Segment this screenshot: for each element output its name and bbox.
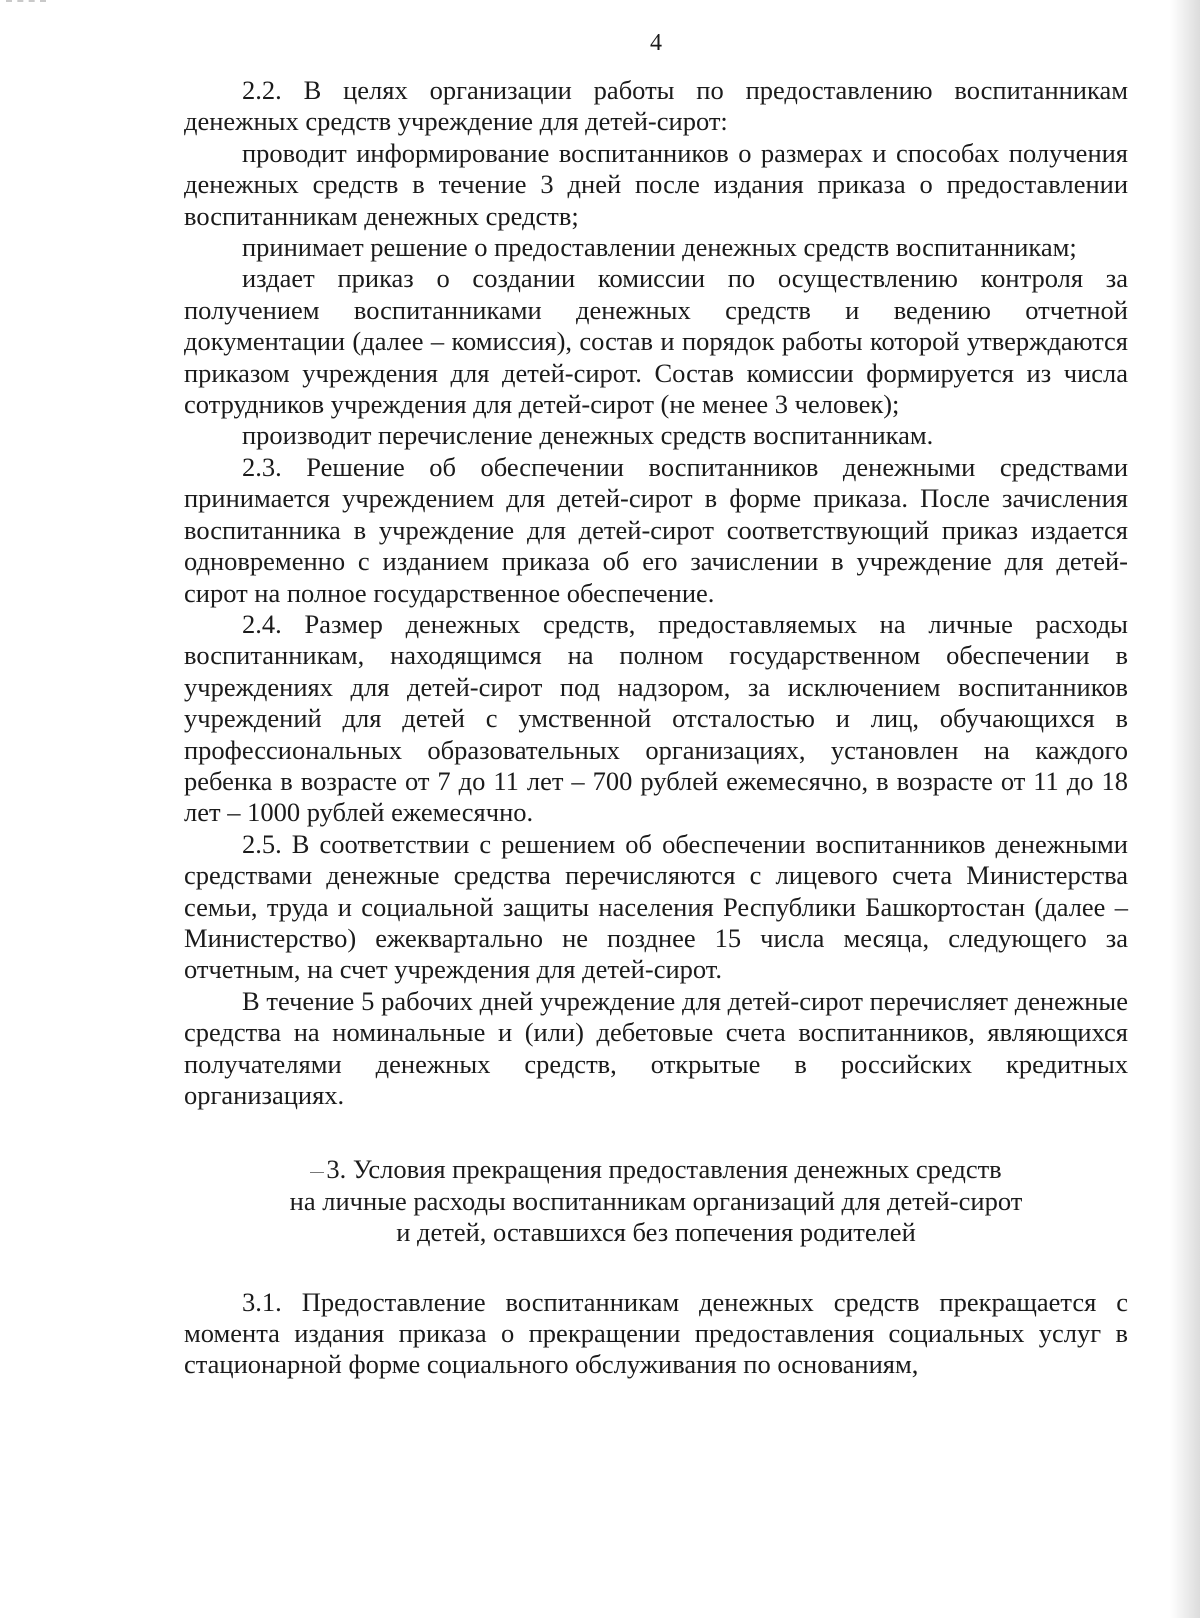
section-3-heading-line1: 3. Условия прекращения предоставления денежных средств [326, 1154, 1002, 1185]
section-3-heading-line3: и детей, оставшихся без попечения родителей [396, 1217, 916, 1248]
section-3-heading-line2: на личные расходы воспитанникам организаций для детей-сирот [289, 1185, 1023, 1216]
paragraph-3-1: 3.1. Предоставление воспитанникам денежных средств прекращается с момента издания приказа о прекращении предоставления социальных услуг в стационарной форме социального обслуживания по основаниям, [184, 1286, 1128, 1380]
page-number: 4 [650, 30, 662, 56]
list-item-inform: проводит информирование воспитанников о размерах и способах получения денежных средств в течение 3 дней после издания приказа о предоставлении воспитанникам денежных средств; [184, 137, 1128, 231]
paragraph-2-4: 2.4. Размер денежных средств, предоставляемых на личные расходы воспитанникам, находящимся на полном государственном обеспечении в учреждениях для детей-сирот под надзором, за исключением воспитанников учреждений для детей с умственной отсталостью и лиц, обучающихся в профессиональных образовательных организациях, установлен на каждого ребенка в возрасте от 7 до 11 лет – 700 рублей ежемесячно, в возрасте от 11 до 18 лет – 1000 рублей ежемесячно. [184, 608, 1128, 828]
list-item-transfer: производит перечисление денежных средств воспитанникам. [242, 420, 934, 451]
paragraph-2-5: 2.5. В соответствии с решением об обеспечении воспитанников денежными средствами денежные средства перечисляются с лицевого счета Министерства семьи, труда и социальной защиты населения Республики Башкортостан (далее – Министерство) ежеквартально не позднее 15 числа месяца, следующего за отчетным, на счет учреждения для детей-сирот. [184, 828, 1128, 985]
scan-shadow-edge [1170, 0, 1200, 1618]
scan-artifact-dash [310, 1172, 324, 1173]
paragraph-2-5-continued: В течение 5 рабочих дней учреждение для детей-сирот перечисляет денежные средства на номинальные и (или) дебетовые счета воспитанников, являющихся получателями денежных средств, открытые в российских кредитных организациях. [184, 985, 1128, 1110]
document-page [184, 28, 1128, 1381]
paragraph-2-3: 2.3. Решение об обеспечении воспитанников денежными средствами принимается учреждением для детей-сирот в форме приказа. После зачисления воспитанника в учреждение для детей-сирот соответствующий приказ издается одновременно с изданием приказа об его зачислении в учреждение для детей-сирот на полное государственное обеспечение. [184, 451, 1128, 608]
section-3-heading [184, 1154, 1128, 1248]
list-item-commission: издает приказ о создании комиссии по осуществлению контроля за получением воспитанниками денежных средств и ведению отчетной документации (далее – комиссия), состав и порядок работы которой утверждаются приказом учреждения для детей-сирот. Состав комиссии формируется из числа сотрудников учреждения для детей-сирот (не менее 3 человек); [184, 263, 1128, 420]
list-item-decision: принимает решение о предоставлении денежных средств воспитанникам; [242, 232, 1077, 263]
scan-artifact [6, 0, 46, 5]
paragraph-2-2: 2.2. В целях организации работы по предоставлению воспитанникам денежных средств учреждение для детей-сирот: [184, 75, 1128, 137]
